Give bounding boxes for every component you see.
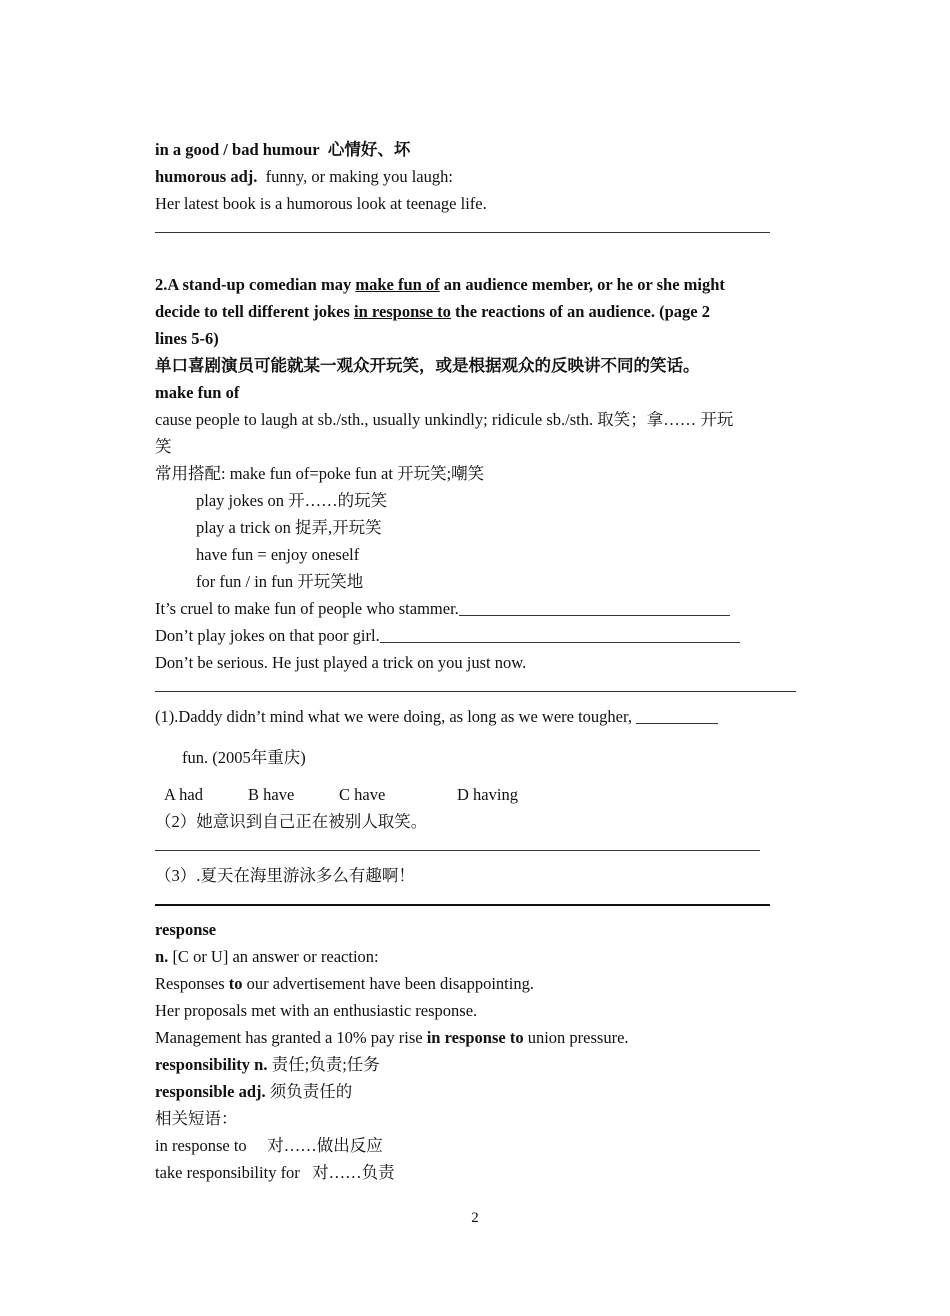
choice-b[interactable]: B have [248, 785, 295, 804]
term-humour: in a good / bad humour [155, 140, 320, 159]
text-segment: our advertisement have been disappointing. [242, 974, 534, 993]
text-segment-bold: to [228, 974, 243, 993]
heading-response: response [155, 920, 217, 939]
translate-item-3: Don’t be serious. He just played a trick on you just now. [155, 653, 527, 672]
exercise-2: （2）她意识到自己正在被别人取笑。 [155, 812, 428, 831]
term-responsible: responsible adj. [155, 1082, 266, 1101]
text-segment: Responses [155, 974, 229, 993]
example-response-2: Her proposals met with an enthusiastic response. [155, 1001, 478, 1020]
spacer [155, 244, 805, 271]
answer-blank[interactable] [636, 723, 718, 724]
entry-responsible [155, 1078, 805, 1105]
definition-response [155, 943, 805, 970]
term-responsibility: responsibility n. [155, 1055, 268, 1074]
exercise-1 [155, 703, 805, 730]
text-segment: decide to tell different jokes [155, 302, 355, 321]
key-phrase-in-response-to: in response to [354, 302, 451, 321]
answer-blank[interactable] [380, 642, 740, 643]
translate-item-1 [155, 595, 805, 622]
entry-responsibility [155, 1051, 805, 1078]
phrase-in-response-to: in response to 对……做出反应 [155, 1136, 383, 1155]
translate-item-2 [155, 622, 805, 649]
related-phrases-title: 相关短语： [155, 1109, 238, 1128]
term-responsibility-cn: 责任;负责;任务 [267, 1055, 380, 1074]
choice-d[interactable]: D having [457, 785, 518, 804]
text-segment: union pressure. [523, 1028, 629, 1047]
example-response-3 [155, 1024, 805, 1051]
exercise-3: （3）.夏天在海里游泳多么有趣啊！ [155, 866, 415, 885]
entry-humour [155, 136, 805, 163]
answer-blank[interactable] [459, 615, 730, 616]
sentence-2-line1 [155, 271, 805, 298]
definition-make-fun-of-cont: 笑 [155, 437, 172, 456]
definition-text: [C or U] an answer or reaction: [168, 947, 379, 966]
collocation-have-fun: have fun = enjoy oneself [196, 545, 360, 564]
text-segment: Management has granted a 10% pay rise [155, 1028, 427, 1047]
exercise-1-cont: fun. (2005年重庆) [182, 748, 306, 767]
exercise-1-choices [155, 781, 805, 808]
collocation-play-trick: play a trick on 捉弄,开玩笑 [196, 518, 382, 537]
example-response-1 [155, 970, 805, 997]
heading-make-fun-of: make fun of [155, 383, 240, 402]
example-humorous: Her latest book is a humorous look at teenage life. [155, 194, 487, 213]
text-segment: 2.A stand-up comedian may [155, 275, 356, 294]
spacer [155, 771, 805, 781]
definition-make-fun-of: cause people to laugh at sb./sth., usually unkindly; ridicule sb./sth. 取笑；拿…… 开玩 [155, 410, 734, 429]
choice-a[interactable]: A had [164, 785, 203, 804]
text-segment-bold: in response to [426, 1028, 524, 1047]
phrase-take-responsibility: take responsibility for 对……负责 [155, 1163, 395, 1182]
page-number: 2 [471, 1210, 479, 1226]
key-phrase-make-fun-of: make fun of [355, 275, 440, 294]
answer-line[interactable] [155, 835, 805, 862]
item-text: Don’t play jokes on that poor girl. [155, 626, 380, 645]
term-humorous: humorous adj. [155, 167, 258, 186]
collocation-play-jokes: play jokes on 开……的玩笑 [196, 491, 388, 510]
entry-humorous [155, 163, 805, 190]
text-segment: an audience member, or he or she might [439, 275, 725, 294]
answer-line[interactable] [155, 889, 805, 916]
spacer [155, 730, 805, 744]
text-segment: the reactions of an audience. (page 2 [450, 302, 710, 321]
exercise-text: (1).Daddy didn’t mind what we were doing, as long as we were tougher, [155, 707, 632, 726]
sentence-2-line2 [155, 298, 805, 325]
item-text: It’s cruel to make fun of people who stammer. [155, 599, 459, 618]
answer-line[interactable] [155, 676, 805, 703]
term-responsible-cn: 须负责任的 [265, 1082, 353, 1101]
choice-c[interactable]: C have [339, 785, 386, 804]
collocation-for-fun: for fun / in fun 开玩笑地 [196, 572, 364, 591]
sentence-2-translation: 单口喜剧演员可能就某一观众开玩笑，或是根据观众的反映讲不同的笑话。 [155, 356, 700, 375]
answer-line [155, 217, 805, 244]
sentence-2-line3: lines 5-6) [155, 329, 219, 348]
pos-noun: n. [155, 947, 169, 966]
collocations-title: 常用搭配: make fun of=poke fun at 开玩笑;嘲笑 [155, 464, 485, 483]
term-humour-cn: 心情好、坏 [327, 140, 411, 159]
definition-humorous: funny, or making you laugh: [265, 167, 453, 186]
document-body [155, 136, 805, 1186]
